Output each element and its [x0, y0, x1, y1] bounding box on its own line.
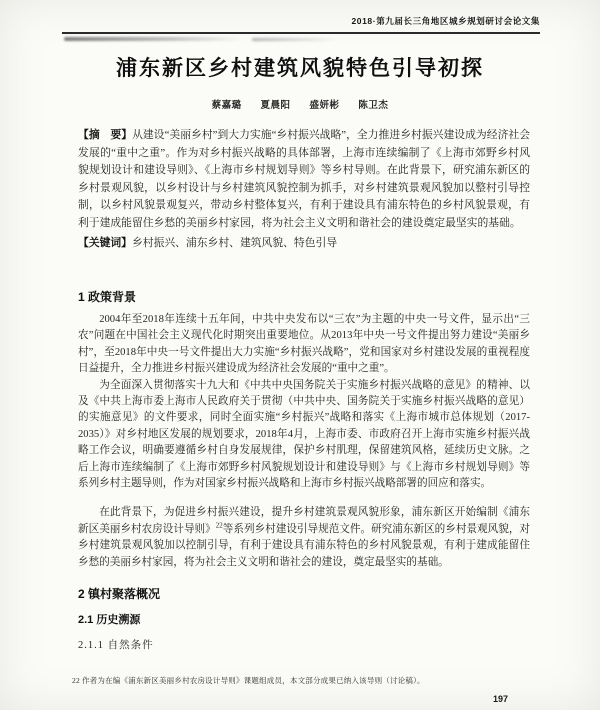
subsection-2-1-1-heading: 2.1.1 自然条件 — [78, 640, 154, 652]
header-rule — [62, 32, 540, 34]
paragraph-text: 在此背景下，为促进乡村振兴建设，提升乡村建筑景观风貌形象，浦东新区开始编制《浦东新区美丽乡村农房设计导则》 — [78, 507, 530, 535]
keywords — [78, 234, 530, 252]
section-2-heading: 2 镇村聚落概况 — [78, 587, 161, 602]
keywords-label: 【关键词】 — [78, 236, 132, 249]
page-number: 197 — [492, 694, 508, 704]
footnote-marker: 22 — [215, 521, 223, 530]
subsection-2-1-heading: 2.1 历史溯源 — [78, 614, 141, 627]
journal-header: 2018·第九届长三角地区城乡规划研讨会论文集 — [351, 16, 540, 26]
abstract-label: 【摘 要】 — [78, 129, 133, 141]
page-title: 浦东新区乡村建筑风貌特色引导初探 — [116, 57, 484, 80]
abstract — [78, 127, 530, 233]
author-name: 盛妍彬 — [309, 101, 340, 111]
scan-artifact — [252, 38, 338, 41]
author-name: 蔡嘉璐 — [211, 101, 242, 111]
section-1-paragraph-1: 2004年至2018年连续十五年间，中共中央发布以“三农”为主题的中央一号文件，显示出“三农”问题在中国社会主义现代化时期突出重要地位。从2013年中央一号文件提出努力建设“美丽乡村”，至2018年中央一号文件提出大力实施“乡村振兴战略”，党和国家对乡村建设发展的重视程度日益提升，全力推进乡村振兴建设成为经济社会发展的“重中之重”。 — [78, 314, 530, 375]
keywords-text: 乡村振兴、浦东乡村、建筑风貌、特色引导 — [131, 236, 338, 249]
footnote: 22 作者为在编《浦东新区美丽乡村农房设计导则》课题组成员，本文部分成果已纳入该导则（讨论稿）。 — [72, 676, 425, 685]
section-1-heading: 1 政策背景 — [78, 290, 137, 304]
front-matter — [78, 127, 530, 252]
authors-line — [0, 97, 600, 111]
body-text — [78, 288, 530, 652]
author-name: 夏晨阳 — [260, 101, 291, 111]
scan-artifact — [64, 37, 242, 41]
abstract-text: 从建设“美丽乡村”到大力实施“乡村振兴战略”，全力推进乡村振兴建设成为经济社会发展的“重中之重”。作为对乡村振兴战略的具体部署，上海市连续编制了《上海市郊野乡村风貌规划设计和建设导则》、《上海市乡村规划导则》等乡村导则。在此背景下，研究浦东新区的乡村景观风貌，以乡村设计与乡村建筑风貌控制为抓手，对乡村建筑景观风貌加以整村引导控制，以乡村风貌景观复兴，带动乡村整体复兴，有利于建设具有浦东特色的乡村风貌景观，有利于建成能留住乡愁的美丽乡村家园，将为社会主义文明和谐社会的建设奠定最坚实的基础。 — [78, 129, 531, 229]
paragraph-text: 等系列乡村建设引导规范文件。研究浦东新区的乡村景观风貌，对乡村建筑景观风貌加以控制引导，有利于建设具有浦东特色的乡村风貌景观，有利于建成能留住乡愁的美丽乡村家园，将为社会主义文明和谐社会的建设，奠定最坚实的基础。 — [78, 523, 531, 568]
section-1-paragraph-3 — [78, 505, 530, 571]
section-1-paragraph-2: 为全面深入贯彻落实十九大和《中共中央国务院关于实施乡村振兴战略的意见》的精神、以及《中共上海市委上海市人民政府关于贯彻（中共中央、国务院关于实施乡村振兴战略的意见）的实施意见》的文件要求，同时全面实施“乡村振兴”战略和落实《上海市城市总体规划（2017-2035）》对乡村地区发展的规划要求，2018年4月，上海市委、市政府召开上海市实施乡村振兴战略工作会议，明确要遵循乡村自身发展规律，保护乡村肌理，保留建筑风格，延续历史文脉。之后上海市连续编制了《上海市郊野乡村风貌规划设计和建设导则》与《上海市乡村规划导则》等系列乡村主题导则，作为对国家乡村振兴战略和上海市乡村振兴战略部署的回应和落实。 — [78, 379, 530, 490]
author-name: 陈卫杰 — [358, 101, 389, 111]
